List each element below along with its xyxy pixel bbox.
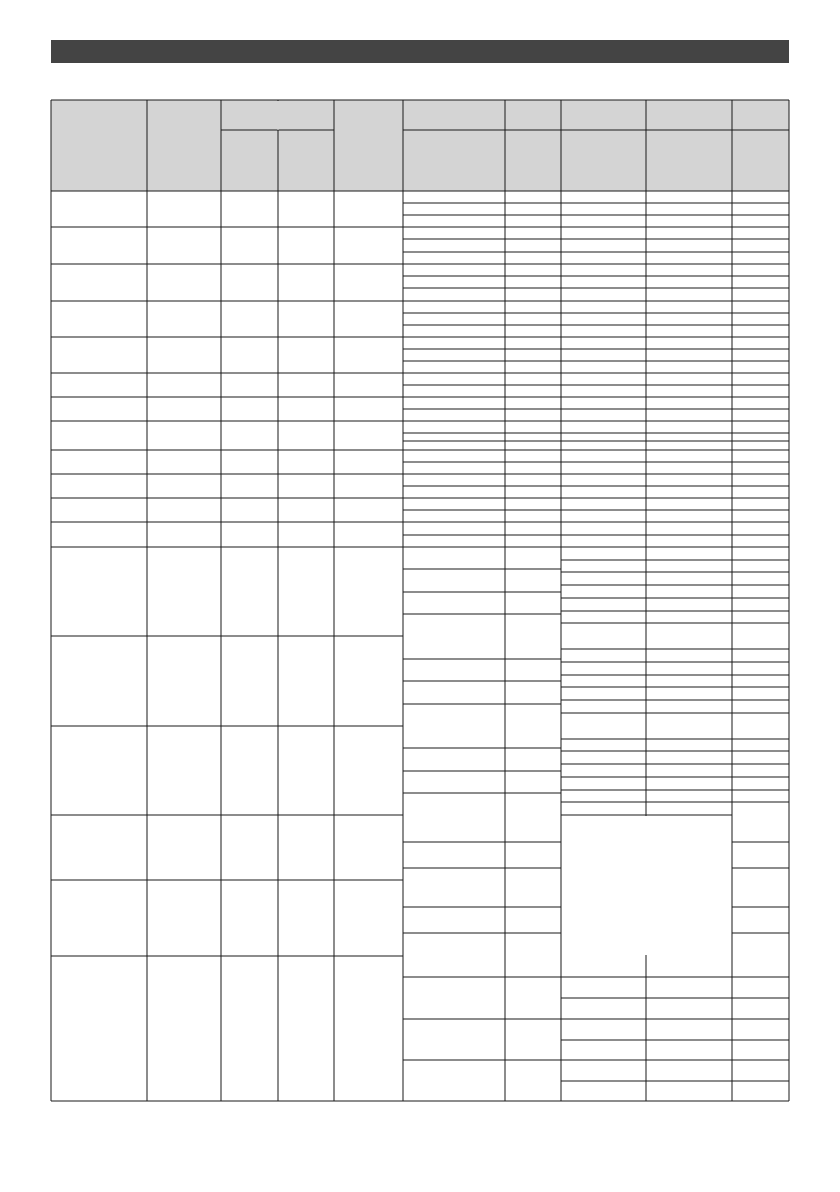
merged-cell-cover	[562, 906, 731, 908]
merged-cell-cover	[562, 932, 731, 934]
merged-cell-cover	[562, 867, 731, 869]
merged-cell-cover	[646, 816, 647, 955]
header-merge-cover	[278, 101, 279, 130]
merged-cell-cover	[562, 841, 731, 843]
table-header	[51, 100, 789, 191]
merged-cell-cover	[562, 879, 731, 881]
